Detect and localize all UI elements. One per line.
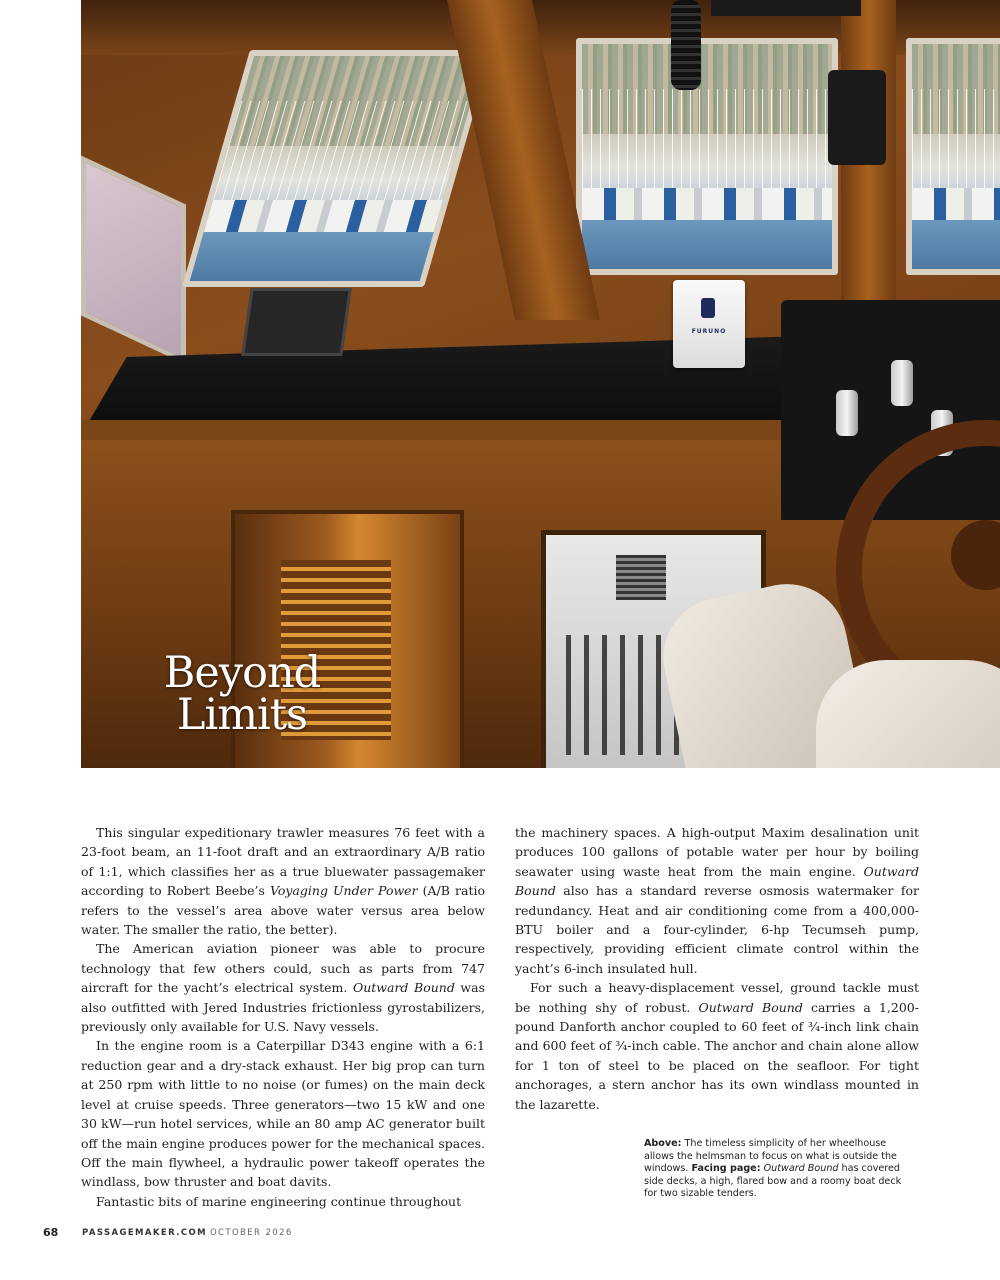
- vhf-radio: [711, 0, 861, 16]
- radar-brand-label: FURUNO: [691, 328, 727, 335]
- radio-handset: [671, 0, 701, 90]
- chart-display: [241, 288, 352, 356]
- paragraph: For such a heavy-displacement vessel, ground tackle must be nothing shy of robust. Outward Bound carries a 1,200-pound Danforth anchor coupled to 60 feet of ¾-inch link chain and 600 feet of ¾-inch cable. The anchor and chain alone allow for 1 ton of steel to be placed on the seafloor. For tight anchorages, a stern anchor has its own windlass mounted in the lazarette.: [515, 980, 919, 1112]
- window-left: [182, 50, 492, 287]
- window-right: [906, 38, 1000, 275]
- paragraph: This singular expeditionary trawler measures 76 feet with a 23-foot beam, an 11-foot draft and an extraordinary A/B ratio of 1:1, which classifies her as a true bluewater passagemaker according to Robert Beebe’s Voyaging Under Power (A/B ratio refers to the vessel’s area above water versus area below water. The smaller the ratio, the better).: [81, 825, 485, 938]
- paragraph: The American aviation pioneer was able to procure technology that few others could, such as parts from 747 aircraft for the yacht’s electrical system. Outward Bound was also outfitted with Jered Industries frictionless gyrostabilizers, previously only available for U.S. Navy vessels.: [81, 941, 485, 1035]
- article-headline: [112, 648, 372, 740]
- body-column-right: [515, 823, 919, 1114]
- running-footer: [82, 1228, 293, 1238]
- console-rim: [81, 420, 841, 440]
- caption-facing-label: Facing page:: [691, 1163, 761, 1175]
- caption-above-label: Above:: [644, 1138, 682, 1149]
- page-number: 68: [43, 1226, 59, 1239]
- issue-date: OCTOBER 2026: [209, 1228, 293, 1238]
- radar-unit: [673, 280, 745, 368]
- paragraph: Fantastic bits of marine engineering continue throughout: [96, 1193, 462, 1209]
- paragraph: the machinery spaces. A high-output Maxim desalination unit produces 100 gallons of potable water per hour by boiling seawater using waste heat from the main engine. Outward Bound also has a standard reverse osmosis watermaker for redundancy. Heat and air conditioning come from a 400,000-BTU boiler and a four-cylinder, 6-hp Tecumseh pump, respectively, providing efficient climate control within the yacht’s 6-inch insulated hull.: [515, 825, 919, 976]
- paragraph: In the engine room is a Caterpillar D343 engine with a 6:1 reduction gear and a dry-stack exhaust. Her big prop can turn at 250 rpm with little to no noise (or fumes) on the main deck level at cruise speeds. Three generators—two 15 kW and one 30 kW—run hotel services, while an 80 amp AC generator built off the main engine produces power for the mechanical spaces. Off the main flywheel, a hydraulic power takeoff operates the windlass, bow thruster and boat davits.: [81, 1038, 485, 1190]
- headline-line-2: Limits: [176, 690, 308, 740]
- photo-caption: Above: The timeless simplicity of her wheelhouse allows the helmsman to focus on what is outside the windows. Facing page: Outward Bound has covered side decks, a high, flared bow and a roomy boat deck for two sizable tenders.: [644, 1138, 902, 1200]
- body-column-left: [81, 823, 485, 1211]
- headline-line-1: Beyond: [163, 648, 321, 698]
- helm-chair: [816, 660, 1000, 768]
- window-center: [576, 38, 838, 275]
- speaker: [828, 70, 886, 165]
- side-window: [81, 156, 186, 365]
- site-link[interactable]: PASSAGEMAKER.COM: [82, 1228, 207, 1238]
